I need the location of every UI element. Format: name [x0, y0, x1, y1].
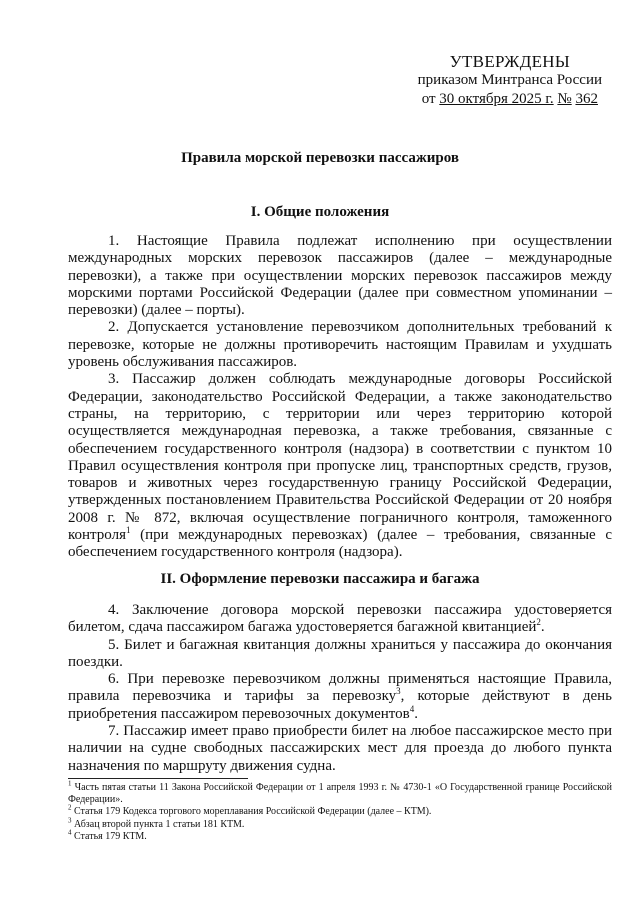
footnote-3 [68, 816, 612, 831]
approval-stamp [418, 52, 602, 109]
approval-number: 362 [575, 91, 598, 107]
footnote-ref-2: 2 [536, 617, 541, 628]
footnote-2-num: 2 [68, 804, 72, 813]
footnotes [68, 779, 612, 843]
paragraph-4 [68, 602, 612, 637]
paragraph-3 [68, 371, 612, 561]
footnote-ref-4: 4 [409, 703, 415, 714]
section-1-title: I. Общие положения [250, 204, 390, 220]
footnote-ref-1: 1 [125, 525, 131, 536]
section-1-body [68, 233, 612, 562]
paragraph-6-text-a: 6. При перевозке перевозчиком должны применяться настоящие Правила, правила перевозчика и тарифы за перевозку [68, 671, 612, 705]
paragraph-5: 5. Билет и багажная квитанция должны храниться у пассажира до окончания поездки. [68, 636, 612, 670]
section-2-title: II. Оформление перевозки пассажира и багажа [160, 571, 480, 587]
footnote-1-text: Часть пятая статьи 11 Закона Российской Федерации от 1 апреля 1993 г. № 4730-1 «О Государственной границе Российской Федерации». [68, 782, 612, 806]
footnote-ref-3: 3 [396, 686, 401, 697]
paragraph-2: 2. Допускается установление перевозчиком дополнительных требований к перевозке, которые не должны противоречить настоящим Правилам и ухудшать уровень обслуживания пассажиров. [68, 319, 612, 371]
section-2-body [68, 602, 612, 775]
paragraph-1: 1. Настоящие Правила подлежат исполнению при осуществлении международных морских перевозок пассажиров (далее – международные перевозки), а также при осуществлении морских перевозок пассажиров между морскими портами Российской Федерации (далее при совместном упоминании – перевозки) (далее – порты). [68, 233, 612, 319]
paragraph-3-text-b: (при международных перевозках) (далее – требования, связанные с обеспечением государственного контроля (надзора). [68, 527, 612, 561]
footnote-divider [68, 778, 248, 779]
document-title: Правила морской перевозки пассажиров [181, 150, 459, 166]
footnote-4-text: Статья 179 КТМ. [74, 830, 147, 842]
footnote-2-text: Статья 179 Кодекса торгового мореплавания Российской Федерации (далее – КТМ). [74, 806, 432, 818]
paragraph-6 [68, 671, 612, 723]
footnote-4-num: 4 [68, 828, 72, 837]
approval-date: 30 октября 2025 г. [439, 91, 554, 107]
paragraph-4-text-b: . [540, 619, 545, 636]
footnote-1 [68, 779, 612, 806]
approval-num-sign: № [557, 91, 572, 107]
paragraph-4-text-a: 4. Заключение договора морской перевозки пассажира удостоверяется билетом, сдача пассажиром багажа удостоверяется багажной квитанцией [68, 602, 612, 636]
footnote-1-num: 1 [68, 779, 72, 788]
approval-order: приказом Минтранса России [417, 72, 602, 88]
approval-title: УТВЕРЖДЕНЫ [449, 52, 570, 71]
footnote-4 [68, 828, 612, 843]
footnote-3-text: Абзац второй пункта 1 статьи 181 КТМ. [74, 818, 245, 830]
paragraph-7: 7. Пассажир имеет право приобрести билет на любое пассажирское место при наличии на судне свободных пассажирских мест для проезда до любого пункта назначения по маршруту движения судна. [68, 723, 612, 774]
approval-prefix: от [421, 91, 436, 107]
paragraph-3-text-a: 3. Пассажир должен соблюдать международные договоры Российской Федерации, законодательство Российской Федерации, а также законодательство страны, на территорию, с территории или через территорию которой осуществляется международная перевозка, а также требования, связанные с обеспечением государственного контроля (надзора) в соответствии с пунктом 10 Правил осуществления контроля при пропуске лиц, транспортных средств, грузов, товаров и животных через государственную границу Российской Федерации, утвержденных постановлением Правительства Российской Федерации от 20 ноября 2008 г. № 872, включая осуществление пограничного контроля, таможенного контроля [68, 371, 612, 544]
footnote-2 [68, 806, 612, 818]
paragraph-6-text-b: , которые действуют в день приобретения пассажиром перевозочных документов [68, 688, 612, 722]
footnote-3-num: 3 [68, 816, 72, 825]
paragraph-6-text-c: . [414, 705, 418, 722]
approval-date-line [418, 90, 602, 109]
